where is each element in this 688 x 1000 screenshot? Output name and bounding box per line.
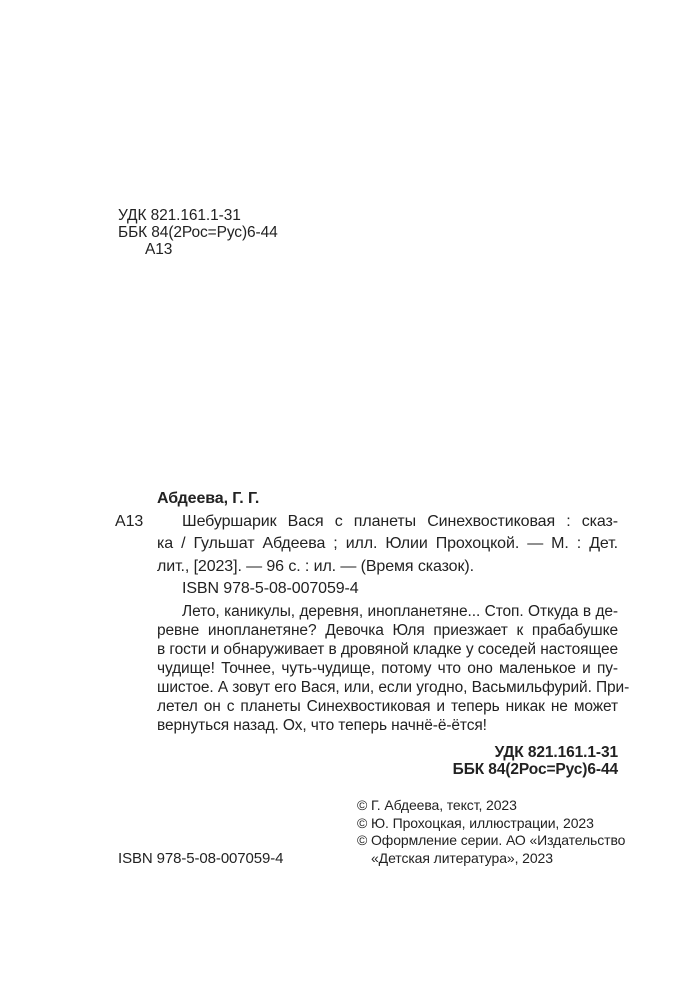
author-sign-hanging: А13 xyxy=(115,512,144,530)
isbn-mid: ISBN 978-5-08-007059-4 xyxy=(182,580,359,597)
bib-line-1-text: Шебуршарик Вася с планеты Синехвостиковая : сказ- xyxy=(182,512,618,530)
udk-code-top: УДК 821.161.1-31 xyxy=(118,207,241,224)
bib-line-1 xyxy=(115,511,618,534)
copyright-line-2: © Ю. Прохоцкая, иллюстрации, 2023 xyxy=(357,814,594,831)
bbk-code-top: ББК 84(2Рос=Рус)6-44 xyxy=(118,224,278,241)
annotation-line-1: Лето, каникулы, деревня, инопланетяне... Стоп. Откуда в де- xyxy=(182,603,618,620)
classification-block-right xyxy=(453,744,618,778)
annotation-line-6: летел он с планеты Синехвостиковая и теперь никак не может xyxy=(157,698,618,715)
copyright-line-1: © Г. Абдеева, текст, 2023 xyxy=(357,797,517,813)
author-sign-top: А13 xyxy=(145,241,173,258)
annotation-paragraph xyxy=(157,602,630,735)
author-heading: Абдеева, Г. Г. xyxy=(157,490,260,507)
copyright-line-4: «Детская литература», 2023 xyxy=(371,849,553,866)
isbn-bottom: ISBN 978-5-08-007059-4 xyxy=(118,850,284,867)
annotation-line-4: чудище! Точнее, чуть-чудище, потому что оно маленькое и пу- xyxy=(157,660,618,677)
annotation-line-5: шистое. А зовут его Вася, или, если угодно, Васьмильфурий. При- xyxy=(157,679,630,696)
udk-code-right: УДК 821.161.1-31 xyxy=(494,744,618,761)
annotation-line-7: вернуться назад. Ох, что теперь начнё-ё-ётся! xyxy=(157,717,487,734)
bib-line-2: ка / Гульшат Абдеева ; илл. Юлии Прохоцкой. — М. : Дет. xyxy=(157,535,618,552)
copyright-block xyxy=(357,797,625,867)
classification-block xyxy=(118,207,278,258)
copyright-line-3: © Оформление серии. АО «Издательство xyxy=(357,832,626,848)
bibliographic-record xyxy=(115,488,618,601)
bib-line-3: лит., [2023]. — 96 с. : ил. — (Время сказок). xyxy=(157,557,474,575)
bbk-code-right: ББК 84(2Рос=Рус)6-44 xyxy=(452,761,618,778)
annotation-line-3: в гости и обнаруживает в дровяной кладке у соседей настоящее xyxy=(157,641,618,658)
annotation-line-2: ревне инопланетяне? Девочка Юля приезжает к прабабушке xyxy=(157,622,618,639)
